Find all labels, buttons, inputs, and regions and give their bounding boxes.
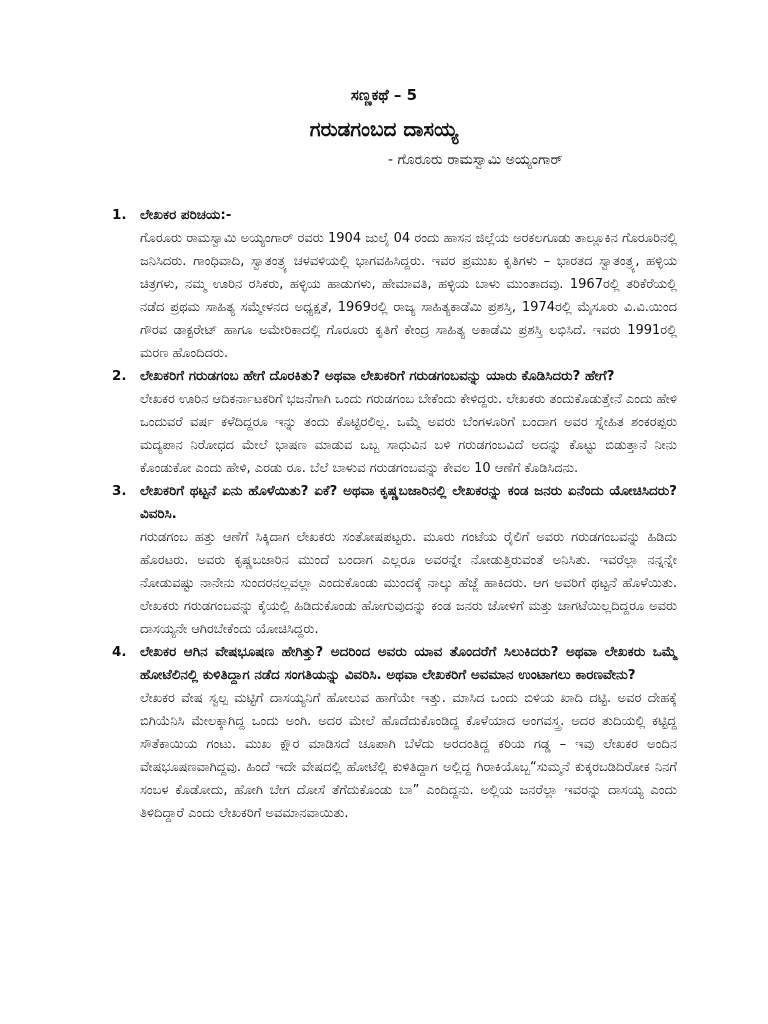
qa-question: ಲೇಖಕರ ಪರಿಚಯ:-	[140, 207, 232, 223]
author-line: - ಗೊರೂರು ರಾಮಸ್ವಾಮಿ ಅಯ್ಯಂಗಾರ್	[388, 152, 563, 168]
qa-number: 1.	[112, 207, 127, 223]
chapter-label: ಸಣ್ಣಕಥೆ – 5	[350, 86, 418, 104]
qa-answer: ಲೇಖಕರ ವೇಷ ಸ್ವಲ್ಪ ಮಟ್ಟಿಗೆ ದಾಸಯ್ಯನಿಗೆ ಹೋಲುವ ಹಾಗೆಯೇ ಇತ್ತು. ಮಾಸಿದ ಒಂದು ಬಿಳಿಯ ಖಾದಿ ದಟ್ಟಿ. ಅವರ ದೇಹಕ್ಕೆ ಬಿಗಿಯೆನಿಸಿ ಮೇಲಕ್ಕಾಗಿದ್ದ ಒಂದು ಅಂಗಿ. ಅದರ ಮೇಲೆ ಹೊದೆದುಕೊಂಡಿದ್ದ ಕೊಳೆಯಾದ ಅಂಗವಸ್ತ್ರ. ಅದರ ತುದಿಯಲ್ಲಿ ಕಟ್ಟಿದ್ದ ಸೌತೆಕಾಯಿಯ ಗಂಟು. ಮುಖ ಕ್ಷೌರ ಮಾಡಿಸದೆ ಚೂಪಾಗಿ ಬೆಳೆದು ಅರದಂತಿದ್ದ ಕರಿಯ ಗಡ್ಡ – ಇವು ಲೇಖಕರ ಅಂದಿನ ವೇಷಭೂಷಣವಾಗಿದ್ದವು. ಹಿಂದೆ ಇದೇ ವೇಷದಲ್ಲಿ ಹೋಟೆಲ್ಲಿ ಕುಳಿತಿದ್ದಾಗ ಅಲ್ಲಿದ್ದ ಗಿರಾಕಿಯೊಬ್ಬ“ಸುಮ್ಮನೆ ಕುಕ್ಕರಬಡಿದಿರೋಕ ನಿನಗೆ ಸಂಬಳ ಕೊಡೋದು, ಹೋಗಿ ಬೇಗ ದೋಸೆ ತೆಗೆದುಕೊಂಡು ಬಾ” ಎಂದಿದ್ದನು. ಅಲ್ಲಿಯ ಜನರೆಲ್ಲಾ ಇವರನ್ನು ದಾಸಯ್ಯ ಎಂದು ತಿಳಿದಿದ್ದಾರೆ ಎಂದು ಲೇಖಕರಿಗೆ ಅವಮಾನವಾಯಿತು.	[140, 691, 677, 821]
qa-answer: ಲೇಖಕರ ಊರಿನ ಆದಿಕರ್ನಾಟಕರಿಗೆ ಭಜನೆಗಾಗಿ ಒಂದು ಗರುಡಗಂಬ ಬೇಕೆಂದು ಕೇಳಿದ್ದರು. ಲೇಖಕರು ತಂದುಕೊಡುತ್ತೇನೆ ಎಂದು ಹೇಳಿ ಒಂದುವರೆ ವರ್ಷ ಕಳೆದಿದ್ದರೂ ಇನ್ನು ತಂದು ಕೊಟ್ಟಿರಲಿಲ್ಲ. ಒಮ್ಮೆ ಅವರು ಬೆಂಗಳೂರಿಗೆ ಬಂದಾಗ ಅವರ ಸ್ನೇಹಿತ ಶಂಕರಪ್ಪರು ಮದ್ಯಪಾನ ನಿರೋಧದ ಮೇಲೆ ಭಾಷಣ ಮಾಡುವ ಒಬ್ಬ ಸಾಧುವಿನ ಬಳಿ ಗರುಡಗಂಬವಿದೆ ಅದನ್ನು ಕೊಟ್ಟು ಬಿಡುತ್ತಾನೆ ನೀನು ಕೊಂಡುಕೋ ಎಂದು ಹೇಳಿ, ಎರಡು ರೂ. ಬೆಲೆ ಬಾಳುವ ಗರುಡಗಂಬವನ್ನು ಕೇವಲ 10 ಆಣೆಗೆ ಕೊಡಿಸಿದನು.	[140, 392, 677, 476]
qa-number: 2.	[112, 368, 127, 384]
qa-question: ಲೇಖಕರಿಗೆ ಗರುಡಗಂಬ ಹೇಗೆ ದೊರಕಿತು? ಅಥವಾ ಲೇಖಕರಿಗೆ ಗರುಡಗಂಬವನ್ನು ಯಾರು ಕೊಡಿಸಿದರು? ಹೇಗೆ?	[140, 368, 615, 384]
story-title: ಗರುಡಗಂಬದ ದಾಸಯ್ಯ	[309, 117, 459, 141]
qa-item-3	[112, 480, 677, 641]
qa-item-1	[112, 204, 677, 365]
question-answer-list	[112, 204, 677, 825]
qa-number: 4.	[112, 644, 127, 660]
qa-question: ಲೇಖಕರ ಆಗಿನ ವೇಷಭೂಷಣ ಹೇಗಿತ್ತು? ಅದರಿಂದ ಅವರು ಯಾವ ತೊಂದರೆಗೆ ಸಿಲುಕಿದರು? ಅಥವಾ ಲೇಖಕರು ಒಮ್ಮೆ ಹೋಟೆಲಿನಲ್ಲಿ ಕುಳಿತಿದ್ದಾಗ ನಡೆದ ಸಂಗತಿಯನ್ನು ವಿವರಿಸಿ. ಅಥವಾ ಲೇಖಕರಿಗೆ ಅವಮಾನ ಉಂಟಾಗಲು ಕಾರಣವೇನು?	[140, 644, 677, 683]
qa-answer: ಗರುಡಗಂಬ ಹತ್ತು ಆಣೆಗೆ ಸಿಕ್ಕಿದಾಗ ಲೇಖಕರು ಸಂತೋಷಪಟ್ಟರು. ಮೂರು ಗಂಟೆಯ ರೈಲಿಗೆ ಅವರು ಗರುಡಗಂಬವನ್ನು ಹಿಡಿದು ಹೊರಟರು. ಅವರು ಕೃಷ್ಣಬಜಾರಿನ ಮುಂದೆ ಬಂದಾಗ ಎಲ್ಲರೂ ಅವರನ್ನೇ ನೋಡುತ್ತಿರುವಂತೆ ಅನಿಸಿತು. ಇವರೆಲ್ಲಾ ನನ್ನನ್ನೇ ನೋಡುವಷ್ಟು ನಾನೇನು ಸುಂದರನಲ್ಲವಲ್ಲಾ ಎಂದುಕೊಂಡು ಮುಂದಕ್ಕೆ ನಾಲ್ಕು ಹೆಜ್ಜೆ ಹಾಕಿದರು. ಆಗ ಅವರಿಗೆ ಥಟ್ಟನೆ ಹೊಳೆಯಿತು. ಲೇಖಕರು ಗರುಡಗಂಬವನ್ನು ಕೈಯಲ್ಲಿ ಹಿಡಿದುಕೊಂಡು ಹೋಗುವುದನ್ನು ಕಂಡ ಜನರು ಜೋಳಿಗೆ ಮತ್ತು ಜಾಗಟೆಯಿಲ್ಲದಿದ್ದರೂ ಅವರು ದಾಸಯ್ಯನೇ ಆಗಿರಬೇಕೆಂದು ಯೋಚಿಸಿದ್ದರು.	[140, 530, 677, 637]
qa-item-2	[112, 365, 677, 480]
qa-item-4	[112, 641, 677, 825]
qa-number: 3.	[112, 483, 127, 499]
qa-question: ಲೇಖಕರಿಗೆ ಥಟ್ಟನೆ ಏನು ಹೊಳೆಯಿತು? ಏಕೆ? ಅಥವಾ ಕೃಷ್ಣಬಜಾರಿನಲ್ಲಿ ಲೇಖಕರನ್ನು ಕಂಡ ಜನರು ಏನೆಂದು ಯೋಚಿಸಿದರು? ವಿವರಿಸಿ.	[140, 483, 677, 522]
qa-answer: ಗೊರೂರು ರಾಮಸ್ವಾಮಿ ಅಯ್ಯಂಗಾರ್ ರವರು 1904 ಜುಲೈ 04 ರಂದು ಹಾಸನ ಜಿಲ್ಲೆಯ ಅರಕಲಗೂಡು ತಾಲ್ಲೂಕಿನ ಗೊರೂರಿನಲ್ಲಿ ಜನಿಸಿದರು. ಗಾಂಧಿವಾದಿ, ಸ್ವಾತಂತ್ರ್ಯ ಚಳವಳಿಯಲ್ಲಿ ಭಾಗವಹಿಸಿದ್ದರು. ಇವರ ಪ್ರಮುಖ ಕೃತಿಗಳು – ಭಾರತದ ಸ್ವಾತಂತ್ರ್ಯ, ಹಳ್ಳಿಯ ಚಿತ್ರಗಳು, ನಮ್ಮ ಊರಿನ ರಸಿಕರು, ಹಳ್ಳಿಯ ಹಾಡುಗಳು, ಹೇಮಾವತಿ, ಹಳ್ಳಿಯ ಬಾಳು ಮುಂತಾದವು. 1967ರಲ್ಲಿ ತರಿಕೆರೆಯಲ್ಲಿ ನಡೆದ ಪ್ರಥಮ ಸಾಹಿತ್ಯ ಸಮ್ಮೇಳನದ ಅಧ್ಯಕ್ಷತೆ, 1969ರಲ್ಲಿ ರಾಜ್ಯ ಸಾಹಿತ್ಯಕಾಡೆಮಿ ಪ್ರಶಸ್ತಿ, 1974ರಲ್ಲಿ ಮೈಸೂರು ವಿ.ವಿ.ಯಿಂದ ಗೌರವ ಡಾಕ್ಟರೇಟ್ ಹಾಗೂ ಅಮೇರಿಕಾದಲ್ಲಿ ಗೊರೂರು ಕೃತಿಗೆ ಕೇಂದ್ರ ಸಾಹಿತ್ಯ ಅಕಾಡೆಮಿ ಪ್ರಶಸ್ತಿ ಲಭಿಸಿದೆ. ಇವರು 1991ರಲ್ಲಿ ಮರಣ ಹೊಂದಿದರು.	[140, 231, 677, 361]
